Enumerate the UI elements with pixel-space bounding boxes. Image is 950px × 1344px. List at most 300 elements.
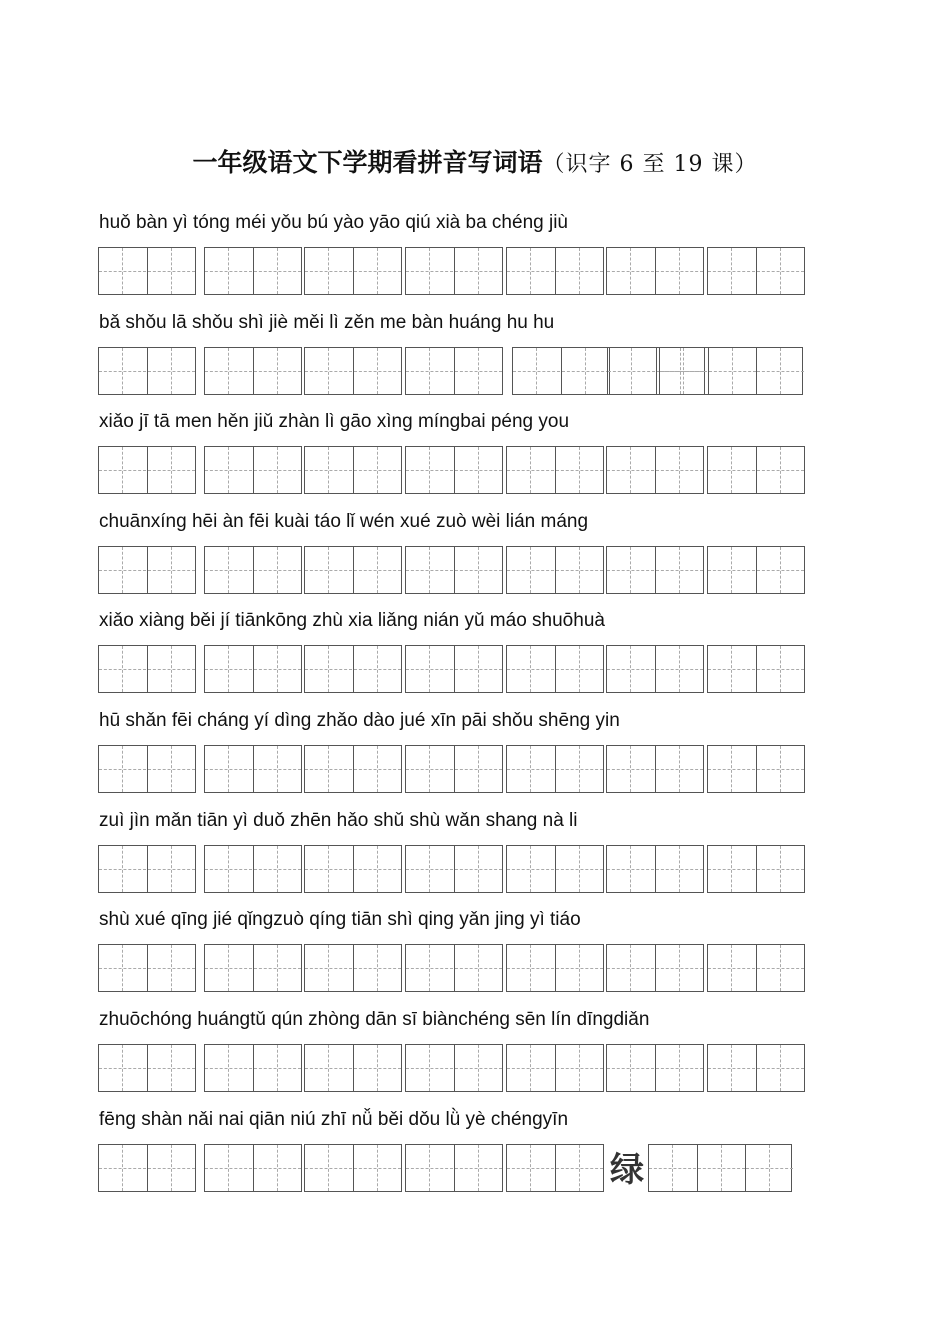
writing-grid bbox=[0, 1044, 950, 1092]
guide-line-horizontal bbox=[205, 769, 252, 770]
word-row bbox=[0, 906, 950, 1006]
tian-zi-ge-cell[interactable] bbox=[353, 348, 401, 394]
tian-zi-ge-cell[interactable] bbox=[454, 1045, 502, 1091]
tian-zi-ge-cell[interactable] bbox=[147, 1045, 195, 1091]
tian-zi-ge-cell[interactable] bbox=[555, 846, 603, 892]
tian-zi-ge-cell[interactable] bbox=[507, 248, 554, 294]
character-box-pair[interactable] bbox=[707, 944, 805, 992]
tian-zi-ge-cell[interactable] bbox=[756, 646, 804, 692]
character-box-pair[interactable] bbox=[606, 446, 704, 494]
tian-zi-ge-cell[interactable] bbox=[655, 447, 703, 493]
tian-zi-ge-cell[interactable] bbox=[756, 248, 804, 294]
guide-line-horizontal bbox=[254, 371, 301, 372]
pinyin-line: xiǎo xiàng běi jí tiānkōng zhù xia liǎng nián yǔ máo shuōhuà bbox=[99, 610, 605, 631]
guide-line-horizontal bbox=[455, 968, 502, 969]
guide-line-horizontal bbox=[148, 371, 195, 372]
tian-zi-ge-cell[interactable] bbox=[507, 1045, 554, 1091]
tian-zi-ge-cell[interactable] bbox=[655, 945, 703, 991]
tian-zi-ge-cell[interactable] bbox=[454, 348, 502, 394]
tian-zi-ge-cell[interactable] bbox=[708, 846, 755, 892]
character-box-pair[interactable] bbox=[707, 1044, 805, 1092]
character-box-pair[interactable] bbox=[304, 1044, 402, 1092]
character-box-pair[interactable] bbox=[506, 446, 604, 494]
tian-zi-ge-cell[interactable] bbox=[99, 248, 146, 294]
guide-line-horizontal bbox=[254, 1168, 301, 1169]
character-box-pair[interactable] bbox=[405, 546, 503, 594]
guide-line-horizontal bbox=[99, 371, 146, 372]
guide-line-horizontal bbox=[148, 869, 195, 870]
guide-line-horizontal bbox=[205, 669, 252, 670]
character-box-pair[interactable] bbox=[304, 645, 402, 693]
tian-zi-ge-cell[interactable] bbox=[253, 447, 301, 493]
guide-line-horizontal bbox=[205, 271, 252, 272]
tian-zi-ge-cell[interactable] bbox=[708, 348, 756, 394]
guide-line-horizontal bbox=[507, 669, 554, 670]
guide-line-horizontal bbox=[656, 869, 703, 870]
character-box-pair[interactable] bbox=[304, 1144, 402, 1192]
character-box-pair[interactable] bbox=[606, 845, 704, 893]
guide-line-horizontal bbox=[607, 869, 654, 870]
character-box-pair[interactable] bbox=[405, 347, 503, 395]
character-box-pair[interactable] bbox=[506, 845, 604, 893]
tian-zi-ge-cell[interactable] bbox=[205, 348, 252, 394]
character-box-pair[interactable] bbox=[707, 845, 805, 893]
guide-line-horizontal bbox=[708, 271, 755, 272]
character-box-pair[interactable] bbox=[304, 446, 402, 494]
guide-line-horizontal bbox=[757, 669, 804, 670]
tian-zi-ge-cell[interactable] bbox=[205, 846, 252, 892]
character-box-pair[interactable] bbox=[506, 1044, 604, 1092]
character-box-pair[interactable] bbox=[606, 645, 704, 693]
character-box-pair[interactable] bbox=[405, 1144, 503, 1192]
guide-line-horizontal bbox=[254, 570, 301, 571]
guide-line-horizontal bbox=[354, 470, 401, 471]
guide-line-horizontal bbox=[708, 869, 755, 870]
writing-grid bbox=[0, 845, 950, 893]
character-box-pair[interactable] bbox=[506, 944, 604, 992]
character-box-pair[interactable] bbox=[506, 546, 604, 594]
tian-zi-ge-cell[interactable] bbox=[147, 746, 195, 792]
pinyin-line: xiǎo jī tā men hěn jiǔ zhàn lì gāo xìng míngbai péng you bbox=[99, 411, 570, 432]
tian-zi-ge-cell[interactable] bbox=[253, 248, 301, 294]
tian-zi-ge-cell[interactable] bbox=[205, 248, 252, 294]
tian-zi-ge-cell[interactable] bbox=[756, 846, 804, 892]
tian-zi-ge-cell[interactable] bbox=[607, 547, 654, 593]
tian-zi-ge-cell[interactable] bbox=[649, 1145, 696, 1191]
character-box-pair[interactable] bbox=[98, 347, 196, 395]
tian-zi-ge-cell[interactable] bbox=[147, 646, 195, 692]
character-box-pair[interactable] bbox=[405, 645, 503, 693]
tian-zi-ge-cell[interactable] bbox=[147, 547, 195, 593]
guide-line-horizontal bbox=[354, 271, 401, 272]
tian-zi-ge-cell[interactable] bbox=[253, 547, 301, 593]
character-box-pair[interactable] bbox=[405, 845, 503, 893]
tian-zi-ge-cell[interactable] bbox=[507, 1145, 554, 1191]
character-box-pair[interactable] bbox=[98, 1044, 196, 1092]
guide-line-horizontal bbox=[406, 769, 453, 770]
tian-zi-ge-cell[interactable] bbox=[99, 1145, 146, 1191]
tian-zi-ge-cell[interactable] bbox=[708, 746, 755, 792]
tian-zi-ge-cell[interactable] bbox=[555, 746, 603, 792]
character-box-pair[interactable] bbox=[98, 546, 196, 594]
tian-zi-ge-cell[interactable] bbox=[756, 1045, 804, 1091]
tian-zi-ge-cell[interactable] bbox=[607, 248, 654, 294]
guide-line-horizontal bbox=[556, 669, 603, 670]
tian-zi-ge-cell[interactable] bbox=[353, 846, 401, 892]
guide-line-horizontal bbox=[305, 769, 352, 770]
character-box-pair[interactable] bbox=[707, 546, 805, 594]
character-box-pair[interactable] bbox=[98, 645, 196, 693]
guide-line-horizontal bbox=[608, 371, 655, 372]
tian-zi-ge-cell[interactable] bbox=[745, 1145, 793, 1191]
guide-line-horizontal bbox=[148, 769, 195, 770]
character-box-pair[interactable] bbox=[405, 1044, 503, 1092]
guide-line-horizontal bbox=[656, 570, 703, 571]
guide-line-horizontal bbox=[99, 869, 146, 870]
guide-line-horizontal bbox=[254, 470, 301, 471]
character-box-pair[interactable] bbox=[512, 347, 610, 395]
guide-line-horizontal bbox=[556, 271, 603, 272]
tian-zi-ge-cell[interactable] bbox=[205, 1045, 252, 1091]
guide-line-horizontal bbox=[254, 271, 301, 272]
character-box-pair[interactable] bbox=[204, 347, 302, 395]
character-box-pair[interactable] bbox=[606, 1044, 704, 1092]
tian-zi-ge-cell[interactable] bbox=[454, 646, 502, 692]
tian-zi-ge-cell[interactable] bbox=[406, 746, 453, 792]
guide-line-horizontal bbox=[708, 769, 755, 770]
character-box-pair[interactable] bbox=[304, 745, 402, 793]
tian-zi-ge-cell[interactable] bbox=[147, 248, 195, 294]
tian-zi-ge-cell[interactable] bbox=[147, 945, 195, 991]
tian-zi-ge-cell[interactable] bbox=[99, 846, 146, 892]
tian-zi-ge-cell[interactable] bbox=[655, 248, 703, 294]
tian-zi-ge-cell[interactable] bbox=[607, 447, 654, 493]
tian-zi-ge-cell[interactable] bbox=[655, 846, 703, 892]
character-box-pair[interactable] bbox=[304, 247, 402, 295]
character-box-pair[interactable] bbox=[98, 247, 196, 295]
character-box-pair[interactable] bbox=[204, 845, 302, 893]
tian-zi-ge-cell[interactable] bbox=[406, 447, 453, 493]
tian-zi-ge-cell[interactable] bbox=[655, 547, 703, 593]
character-box-pair[interactable] bbox=[606, 944, 704, 992]
character-box-pair[interactable] bbox=[659, 347, 803, 395]
guide-line-horizontal bbox=[354, 769, 401, 770]
character-box-pair[interactable] bbox=[304, 944, 402, 992]
tian-zi-ge-cell[interactable] bbox=[608, 348, 655, 394]
tian-zi-ge-cell[interactable] bbox=[147, 348, 195, 394]
guide-line-horizontal bbox=[607, 570, 654, 571]
tian-zi-ge-cell[interactable] bbox=[205, 1145, 252, 1191]
guide-line-horizontal bbox=[406, 470, 453, 471]
tian-zi-ge-cell[interactable] bbox=[253, 746, 301, 792]
tian-zi-ge-cell[interactable] bbox=[99, 547, 146, 593]
tian-zi-ge-cell[interactable] bbox=[507, 746, 554, 792]
tian-zi-ge-cell[interactable] bbox=[99, 447, 146, 493]
guide-line-horizontal bbox=[99, 570, 146, 571]
guide-line-horizontal bbox=[507, 1068, 554, 1069]
tian-zi-ge-cell[interactable] bbox=[205, 447, 252, 493]
tian-zi-ge-cell[interactable] bbox=[454, 1145, 502, 1191]
guide-line-horizontal bbox=[708, 470, 755, 471]
guide-line-horizontal bbox=[708, 968, 755, 969]
tian-zi-ge-cell[interactable] bbox=[454, 248, 502, 294]
character-box-pair[interactable] bbox=[506, 745, 604, 793]
tian-zi-ge-cell[interactable] bbox=[454, 547, 502, 593]
guide-line-horizontal bbox=[148, 470, 195, 471]
character-box-pair[interactable] bbox=[304, 845, 402, 893]
tian-zi-ge-cell[interactable] bbox=[507, 547, 554, 593]
guide-line-horizontal bbox=[507, 470, 554, 471]
guide-line-horizontal bbox=[507, 769, 554, 770]
tian-zi-ge-cell[interactable] bbox=[607, 746, 654, 792]
guide-line-horizontal bbox=[455, 470, 502, 471]
guide-line-horizontal bbox=[305, 669, 352, 670]
pinyin-line: chuānxíng hēi àn fēi kuài táo lǐ wén xué zuò wèi lián máng bbox=[99, 511, 589, 532]
tian-zi-ge-cell[interactable] bbox=[305, 447, 352, 493]
tian-zi-ge-cell[interactable] bbox=[607, 846, 654, 892]
tian-zi-ge-cell[interactable] bbox=[253, 348, 301, 394]
tian-zi-ge-cell[interactable] bbox=[99, 348, 146, 394]
word-row bbox=[0, 309, 950, 409]
tian-zi-ge-cell[interactable] bbox=[454, 746, 502, 792]
tian-zi-ge-cell[interactable] bbox=[253, 1145, 301, 1191]
tian-zi-ge-cell[interactable] bbox=[406, 846, 453, 892]
tian-zi-ge-cell[interactable] bbox=[253, 945, 301, 991]
tian-zi-ge-cell[interactable] bbox=[406, 945, 453, 991]
word-row bbox=[0, 508, 950, 608]
tian-zi-ge-cell[interactable] bbox=[99, 746, 146, 792]
tian-zi-ge-cell[interactable] bbox=[697, 1145, 745, 1191]
character-box-pair[interactable] bbox=[204, 247, 302, 295]
tian-zi-ge-cell[interactable] bbox=[513, 348, 560, 394]
tian-zi-ge-cell[interactable] bbox=[205, 746, 252, 792]
tian-zi-ge-cell[interactable] bbox=[555, 248, 603, 294]
character-box-pair[interactable] bbox=[304, 347, 402, 395]
tian-zi-ge-cell[interactable] bbox=[507, 945, 554, 991]
guide-line-horizontal bbox=[305, 1068, 352, 1069]
tian-zi-ge-cell[interactable] bbox=[353, 1145, 401, 1191]
guide-line-horizontal bbox=[757, 968, 804, 969]
tian-zi-ge-cell[interactable] bbox=[305, 547, 352, 593]
guide-line-horizontal bbox=[556, 968, 603, 969]
guide-line-horizontal bbox=[406, 669, 453, 670]
tian-zi-ge-cell[interactable] bbox=[756, 447, 804, 493]
word-row bbox=[0, 408, 950, 508]
tian-zi-ge-cell[interactable] bbox=[406, 1045, 453, 1091]
character-box-pair[interactable] bbox=[606, 546, 704, 594]
tian-zi-ge-cell[interactable] bbox=[305, 746, 352, 792]
character-box-pair[interactable] bbox=[204, 446, 302, 494]
tian-zi-ge-cell[interactable] bbox=[607, 646, 654, 692]
guide-line-horizontal bbox=[556, 570, 603, 571]
guide-line-horizontal bbox=[607, 1068, 654, 1069]
tian-zi-ge-cell[interactable] bbox=[756, 348, 804, 394]
tian-zi-ge-cell[interactable] bbox=[655, 746, 703, 792]
tian-zi-ge-cell[interactable] bbox=[353, 1045, 401, 1091]
character-box-pair[interactable] bbox=[405, 944, 503, 992]
guide-line-horizontal bbox=[507, 271, 554, 272]
tian-zi-ge-cell[interactable] bbox=[253, 1045, 301, 1091]
pinyin-line: hū shǎn fēi cháng yí dìng zhǎo dào jué xīn pāi shǒu shēng yin bbox=[99, 710, 620, 731]
tian-zi-ge-cell[interactable] bbox=[305, 1045, 352, 1091]
guide-line-horizontal bbox=[99, 470, 146, 471]
tian-zi-ge-cell[interactable] bbox=[353, 447, 401, 493]
character-box-pair[interactable] bbox=[304, 546, 402, 594]
tian-zi-ge-cell[interactable] bbox=[353, 547, 401, 593]
tian-zi-ge-cell[interactable] bbox=[305, 248, 352, 294]
character-box-pair[interactable] bbox=[204, 745, 302, 793]
tian-zi-ge-cell[interactable] bbox=[555, 646, 603, 692]
character-box-pair[interactable] bbox=[707, 247, 805, 295]
tian-zi-ge-cell[interactable] bbox=[708, 248, 755, 294]
tian-zi-ge-cell[interactable] bbox=[507, 846, 554, 892]
character-box-pair[interactable] bbox=[405, 247, 503, 295]
tian-zi-ge-cell[interactable] bbox=[607, 945, 654, 991]
character-box-pair[interactable] bbox=[204, 1044, 302, 1092]
tian-zi-ge-cell[interactable] bbox=[555, 1145, 603, 1191]
guide-line-horizontal bbox=[148, 1068, 195, 1069]
guide-line-horizontal bbox=[354, 371, 401, 372]
character-box-pair[interactable] bbox=[506, 645, 604, 693]
guide-line-horizontal bbox=[455, 570, 502, 571]
tian-zi-ge-cell[interactable] bbox=[708, 945, 755, 991]
character-box-pair[interactable] bbox=[98, 446, 196, 494]
tian-zi-ge-cell[interactable] bbox=[353, 945, 401, 991]
writing-grid bbox=[0, 446, 950, 494]
tian-zi-ge-cell[interactable] bbox=[655, 1045, 703, 1091]
tian-zi-ge-cell[interactable] bbox=[454, 846, 502, 892]
guide-line-horizontal bbox=[205, 470, 252, 471]
word-row bbox=[0, 209, 950, 309]
guide-line-horizontal bbox=[205, 371, 252, 372]
character-box-pair[interactable] bbox=[707, 446, 805, 494]
tian-zi-ge-cell[interactable] bbox=[507, 646, 554, 692]
character-box-pair[interactable] bbox=[204, 645, 302, 693]
guide-line-horizontal bbox=[305, 869, 352, 870]
character-box-pair[interactable] bbox=[648, 1144, 792, 1192]
tian-zi-ge-cell[interactable] bbox=[99, 646, 146, 692]
tian-zi-ge-cell[interactable] bbox=[756, 547, 804, 593]
character-box-pair[interactable] bbox=[405, 745, 503, 793]
guide-line-horizontal bbox=[656, 271, 703, 272]
tian-zi-ge-cell[interactable] bbox=[147, 846, 195, 892]
tian-zi-ge-cell[interactable] bbox=[555, 547, 603, 593]
guide-line-horizontal bbox=[607, 968, 654, 969]
tian-zi-ge-cell[interactable] bbox=[147, 447, 195, 493]
character-box-pair[interactable] bbox=[98, 845, 196, 893]
character-box-pair[interactable] bbox=[707, 645, 805, 693]
tian-zi-ge-cell[interactable] bbox=[406, 646, 453, 692]
character-box-pair[interactable] bbox=[405, 446, 503, 494]
character-box-pair[interactable] bbox=[606, 745, 704, 793]
tian-zi-ge-cell[interactable] bbox=[406, 348, 453, 394]
guide-line-horizontal bbox=[99, 271, 146, 272]
guide-line-horizontal bbox=[148, 271, 195, 272]
guide-line-horizontal bbox=[607, 470, 654, 471]
tian-zi-ge-cell[interactable] bbox=[660, 348, 707, 394]
tian-zi-ge-cell[interactable] bbox=[507, 447, 554, 493]
tian-zi-ge-cell[interactable] bbox=[205, 547, 252, 593]
tian-zi-ge-cell[interactable] bbox=[756, 746, 804, 792]
tian-zi-ge-cell[interactable] bbox=[708, 1045, 755, 1091]
guide-line-horizontal bbox=[757, 271, 804, 272]
guide-line-horizontal bbox=[99, 968, 146, 969]
pinyin-line: shù xué qīng jié qǐngzuò qíng tiān shì qing yǎn jing yì tiáo bbox=[99, 909, 581, 930]
guide-line-horizontal bbox=[254, 1068, 301, 1069]
guide-line-horizontal bbox=[757, 869, 804, 870]
tian-zi-ge-cell[interactable] bbox=[454, 945, 502, 991]
tian-zi-ge-cell[interactable] bbox=[205, 945, 252, 991]
tian-zi-ge-cell[interactable] bbox=[607, 1045, 654, 1091]
guide-line-horizontal bbox=[148, 968, 195, 969]
guide-line-horizontal bbox=[656, 1068, 703, 1069]
tian-zi-ge-cell[interactable] bbox=[454, 447, 502, 493]
guide-line-horizontal bbox=[455, 1068, 502, 1069]
tian-zi-ge-cell[interactable] bbox=[305, 348, 352, 394]
tian-zi-ge-cell[interactable] bbox=[756, 945, 804, 991]
tian-zi-ge-cell[interactable] bbox=[353, 746, 401, 792]
guide-line-horizontal bbox=[607, 669, 654, 670]
tian-zi-ge-cell[interactable] bbox=[305, 945, 352, 991]
tian-zi-ge-cell[interactable] bbox=[305, 1145, 352, 1191]
tian-zi-ge-cell[interactable] bbox=[305, 846, 352, 892]
tian-zi-ge-cell[interactable] bbox=[406, 547, 453, 593]
tian-zi-ge-cell[interactable] bbox=[655, 646, 703, 692]
tian-zi-ge-cell[interactable] bbox=[147, 1145, 195, 1191]
character-box-pair[interactable] bbox=[98, 944, 196, 992]
tian-zi-ge-cell[interactable] bbox=[555, 447, 603, 493]
guide-line-horizontal bbox=[656, 669, 703, 670]
tian-zi-ge-cell[interactable] bbox=[253, 646, 301, 692]
tian-zi-ge-cell[interactable] bbox=[99, 945, 146, 991]
character-box-pair[interactable] bbox=[204, 944, 302, 992]
word-row bbox=[0, 707, 950, 807]
tian-zi-ge-cell[interactable] bbox=[99, 1045, 146, 1091]
tian-zi-ge-cell[interactable] bbox=[708, 447, 755, 493]
character-box-pair[interactable] bbox=[606, 247, 704, 295]
tian-zi-ge-cell[interactable] bbox=[555, 1045, 603, 1091]
writing-grid bbox=[0, 347, 950, 395]
pinyin-line: bǎ shǒu lā shǒu shì jiè měi lì zěn me bàn huáng hu hu bbox=[99, 312, 555, 333]
character-box-pair[interactable] bbox=[204, 546, 302, 594]
tian-zi-ge-cell[interactable] bbox=[406, 248, 453, 294]
guide-line-horizontal bbox=[99, 669, 146, 670]
tian-zi-ge-cell[interactable] bbox=[561, 348, 609, 394]
page-title bbox=[0, 146, 950, 182]
guide-line-horizontal bbox=[507, 869, 554, 870]
tian-zi-ge-cell[interactable] bbox=[205, 646, 252, 692]
character-box-pair[interactable] bbox=[98, 745, 196, 793]
tian-zi-ge-cell[interactable] bbox=[305, 646, 352, 692]
guide-line-horizontal bbox=[406, 1068, 453, 1069]
tian-zi-ge-cell[interactable] bbox=[406, 1145, 453, 1191]
tian-zi-ge-cell[interactable] bbox=[555, 945, 603, 991]
tian-zi-ge-cell[interactable] bbox=[353, 646, 401, 692]
tian-zi-ge-cell[interactable] bbox=[708, 547, 755, 593]
character-box-pair[interactable] bbox=[506, 1144, 604, 1192]
character-box-pair[interactable] bbox=[707, 745, 805, 793]
character-box-pair[interactable] bbox=[98, 1144, 196, 1192]
character-box-pair[interactable] bbox=[506, 247, 604, 295]
writing-grid bbox=[0, 745, 950, 793]
tian-zi-ge-cell[interactable] bbox=[253, 846, 301, 892]
guide-line-horizontal bbox=[507, 968, 554, 969]
tian-zi-ge-cell[interactable] bbox=[353, 248, 401, 294]
guide-line-horizontal bbox=[507, 570, 554, 571]
title-sub: （识字 6 至 19 课） bbox=[542, 152, 758, 177]
tian-zi-ge-cell[interactable] bbox=[708, 646, 755, 692]
character-box-pair[interactable] bbox=[204, 1144, 302, 1192]
